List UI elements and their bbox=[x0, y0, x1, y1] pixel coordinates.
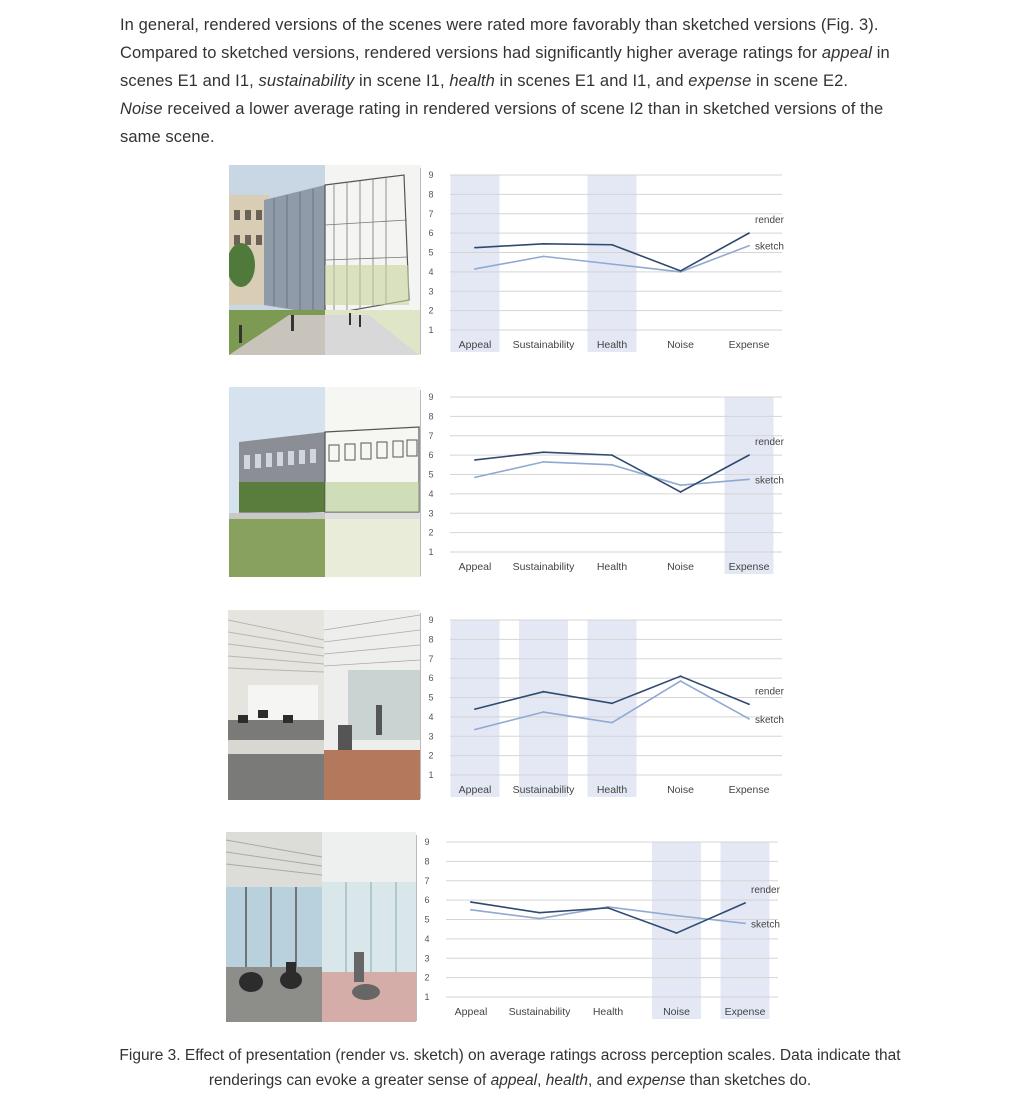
y-tick-label: 4 bbox=[428, 266, 434, 277]
y-tick-label: 4 bbox=[428, 711, 434, 722]
data-point-sketch bbox=[748, 718, 750, 720]
series-label-render: render bbox=[755, 686, 784, 698]
caption-label: Figure 3. bbox=[119, 1046, 181, 1064]
y-tick-label: 5 bbox=[428, 247, 434, 258]
scene-image-i2 bbox=[226, 832, 416, 1022]
y-tick-label: 2 bbox=[424, 972, 430, 983]
chart-svg bbox=[420, 390, 790, 576]
y-tick-label: 4 bbox=[424, 933, 430, 944]
caption-text-run: than sketches do. bbox=[685, 1071, 812, 1089]
data-point-sketch bbox=[474, 268, 476, 270]
y-tick-label: 7 bbox=[428, 430, 434, 441]
y-tick-label: 7 bbox=[424, 875, 430, 886]
line-chart-i1 bbox=[420, 613, 790, 799]
x-category-label: Expense bbox=[728, 339, 770, 351]
series-line-render bbox=[475, 452, 749, 492]
data-point-sketch bbox=[744, 922, 746, 924]
caption-text-run: expense bbox=[626, 1071, 686, 1089]
data-point-render bbox=[744, 902, 746, 904]
scene-image-i1 bbox=[228, 610, 420, 800]
y-tick-label: 1 bbox=[428, 547, 434, 557]
data-point-render bbox=[680, 491, 682, 493]
y-tick-label: 8 bbox=[428, 411, 434, 422]
data-point-render bbox=[539, 912, 541, 914]
paragraph-text-run: In general, rendered versions of the scenes were rated more favorably than sketched versions (Fig. 3). Compared to sketched versions, rendered versions had significantly higher average ratings for bbox=[120, 15, 879, 62]
caption-text-run: , and bbox=[587, 1071, 627, 1089]
x-category-label: Noise bbox=[667, 784, 694, 796]
paragraph-text-run: received a lower average rating in rendered versions of scene I2 than in sketched versions of the same scene. bbox=[120, 99, 884, 146]
data-point-sketch bbox=[543, 255, 545, 257]
data-point-render bbox=[474, 247, 476, 249]
y-tick-label: 7 bbox=[428, 653, 434, 664]
y-tick-label: 1 bbox=[428, 770, 434, 780]
data-point-sketch bbox=[611, 263, 613, 265]
data-point-sketch bbox=[543, 711, 545, 713]
x-category-label: Health bbox=[592, 1006, 624, 1018]
data-point-sketch bbox=[539, 918, 541, 920]
paragraph-text-run: appeal bbox=[821, 43, 873, 62]
x-category-label: Noise bbox=[663, 1006, 690, 1018]
y-tick-label: 2 bbox=[428, 527, 434, 538]
series-label-sketch: sketch bbox=[755, 241, 784, 253]
paragraph-text-run: in scenes E1 and I1, bbox=[120, 43, 890, 90]
x-category-label: Expense bbox=[724, 1006, 766, 1018]
y-tick-label: 4 bbox=[428, 488, 434, 499]
data-point-render bbox=[543, 451, 545, 453]
data-point-sketch bbox=[676, 915, 678, 917]
paragraph-text-run: health bbox=[449, 71, 495, 90]
data-point-sketch bbox=[680, 484, 682, 486]
series-label-render: render bbox=[755, 437, 784, 449]
y-tick-label: 3 bbox=[428, 731, 434, 742]
data-point-sketch bbox=[680, 680, 682, 682]
paragraph-text-run: in scene I1, bbox=[354, 71, 450, 90]
y-tick-label: 8 bbox=[424, 856, 430, 867]
highlight-band-sustainability bbox=[519, 620, 568, 797]
y-tick-label: 2 bbox=[428, 305, 434, 316]
data-point-render bbox=[748, 703, 750, 705]
paragraph-text-run: Noise bbox=[120, 99, 163, 118]
y-tick-label: 5 bbox=[428, 692, 434, 703]
data-point-render bbox=[748, 232, 750, 234]
x-category-label: Appeal bbox=[458, 784, 492, 796]
data-point-render bbox=[543, 243, 545, 245]
data-point-render bbox=[543, 691, 545, 693]
highlight-band-expense bbox=[721, 842, 770, 1019]
data-point-render bbox=[611, 454, 613, 456]
x-category-label: Sustainability bbox=[512, 561, 575, 573]
data-point-render bbox=[611, 702, 613, 704]
data-point-render bbox=[611, 244, 613, 246]
data-point-sketch bbox=[470, 909, 472, 911]
data-point-render bbox=[680, 675, 682, 677]
series-label-sketch: sketch bbox=[755, 475, 784, 487]
data-point-sketch bbox=[611, 464, 613, 466]
data-point-render bbox=[680, 270, 682, 272]
y-tick-label: 5 bbox=[428, 469, 434, 480]
data-point-render bbox=[470, 901, 472, 903]
y-tick-label: 3 bbox=[428, 508, 434, 519]
series-label-sketch: sketch bbox=[755, 714, 784, 726]
highlight-band-noise bbox=[652, 842, 701, 1019]
scene-image-e1 bbox=[229, 165, 421, 355]
x-category-label: Sustainability bbox=[512, 339, 575, 351]
paragraph-text-run: in scenes E1 and I1, and bbox=[494, 71, 689, 90]
caption-text-run: , bbox=[537, 1071, 546, 1089]
y-tick-label: 6 bbox=[424, 895, 430, 906]
chart-svg bbox=[416, 835, 786, 1021]
y-tick-label: 8 bbox=[428, 189, 434, 200]
y-tick-label: 7 bbox=[428, 208, 434, 219]
x-category-label: Appeal bbox=[458, 561, 492, 573]
chart-svg bbox=[420, 168, 790, 354]
line-chart-e1 bbox=[420, 168, 790, 354]
series-label-render: render bbox=[751, 885, 780, 897]
caption-text-run: Effect of presentation (render vs. sketch) on average ratings across perception scales. Data indicate that renderings can evoke a greater sense of bbox=[180, 1046, 901, 1089]
x-category-label: Expense bbox=[728, 784, 770, 796]
y-tick-label: 6 bbox=[428, 228, 434, 239]
y-tick-label: 5 bbox=[424, 914, 430, 925]
series-label-render: render bbox=[755, 215, 784, 227]
x-category-label: Noise bbox=[667, 339, 694, 351]
y-tick-label: 2 bbox=[428, 750, 434, 761]
x-category-label: Health bbox=[596, 784, 628, 796]
series-label-sketch: sketch bbox=[751, 919, 780, 931]
chart-svg bbox=[420, 613, 790, 799]
y-tick-label: 8 bbox=[428, 634, 434, 645]
data-point-sketch bbox=[748, 245, 750, 247]
highlight-band-health bbox=[588, 620, 637, 797]
paragraph-text-run: sustainability bbox=[258, 71, 355, 90]
y-tick-label: 9 bbox=[424, 837, 430, 847]
y-tick-label: 9 bbox=[428, 615, 434, 625]
x-category-label: Health bbox=[596, 339, 628, 351]
data-point-sketch bbox=[543, 461, 545, 463]
data-point-sketch bbox=[474, 477, 476, 479]
x-category-label: Health bbox=[596, 561, 628, 573]
line-chart-e2 bbox=[420, 390, 790, 576]
x-category-label: Noise bbox=[667, 561, 694, 573]
paragraph-text-run: in scene E2. bbox=[751, 71, 849, 90]
x-category-label: Expense bbox=[728, 561, 770, 573]
x-category-label: Appeal bbox=[458, 339, 492, 351]
data-point-render bbox=[474, 459, 476, 461]
y-tick-label: 1 bbox=[428, 325, 434, 335]
scene-image-e2 bbox=[229, 387, 421, 577]
data-point-render bbox=[474, 708, 476, 710]
y-tick-label: 3 bbox=[428, 286, 434, 297]
data-point-sketch bbox=[611, 722, 613, 724]
x-category-label: Sustainability bbox=[508, 1006, 571, 1018]
highlight-band-appeal bbox=[451, 175, 500, 352]
y-tick-label: 9 bbox=[428, 392, 434, 402]
data-point-render bbox=[607, 907, 609, 909]
intro-paragraph bbox=[120, 11, 890, 151]
data-point-render bbox=[748, 454, 750, 456]
data-point-sketch bbox=[748, 478, 750, 480]
paragraph-text-run: expense bbox=[688, 71, 752, 90]
data-point-render bbox=[676, 932, 678, 934]
y-tick-label: 1 bbox=[424, 992, 430, 1002]
caption-text-run: appeal bbox=[490, 1071, 538, 1089]
y-tick-label: 6 bbox=[428, 673, 434, 684]
y-tick-label: 3 bbox=[424, 953, 430, 964]
x-category-label: Appeal bbox=[454, 1006, 488, 1018]
caption-text-run: health bbox=[545, 1071, 588, 1089]
y-tick-label: 6 bbox=[428, 450, 434, 461]
y-tick-label: 9 bbox=[428, 170, 434, 180]
data-point-sketch bbox=[474, 729, 476, 731]
line-chart-i2 bbox=[416, 835, 786, 1021]
figure-caption bbox=[100, 1043, 920, 1093]
x-category-label: Sustainability bbox=[512, 784, 575, 796]
